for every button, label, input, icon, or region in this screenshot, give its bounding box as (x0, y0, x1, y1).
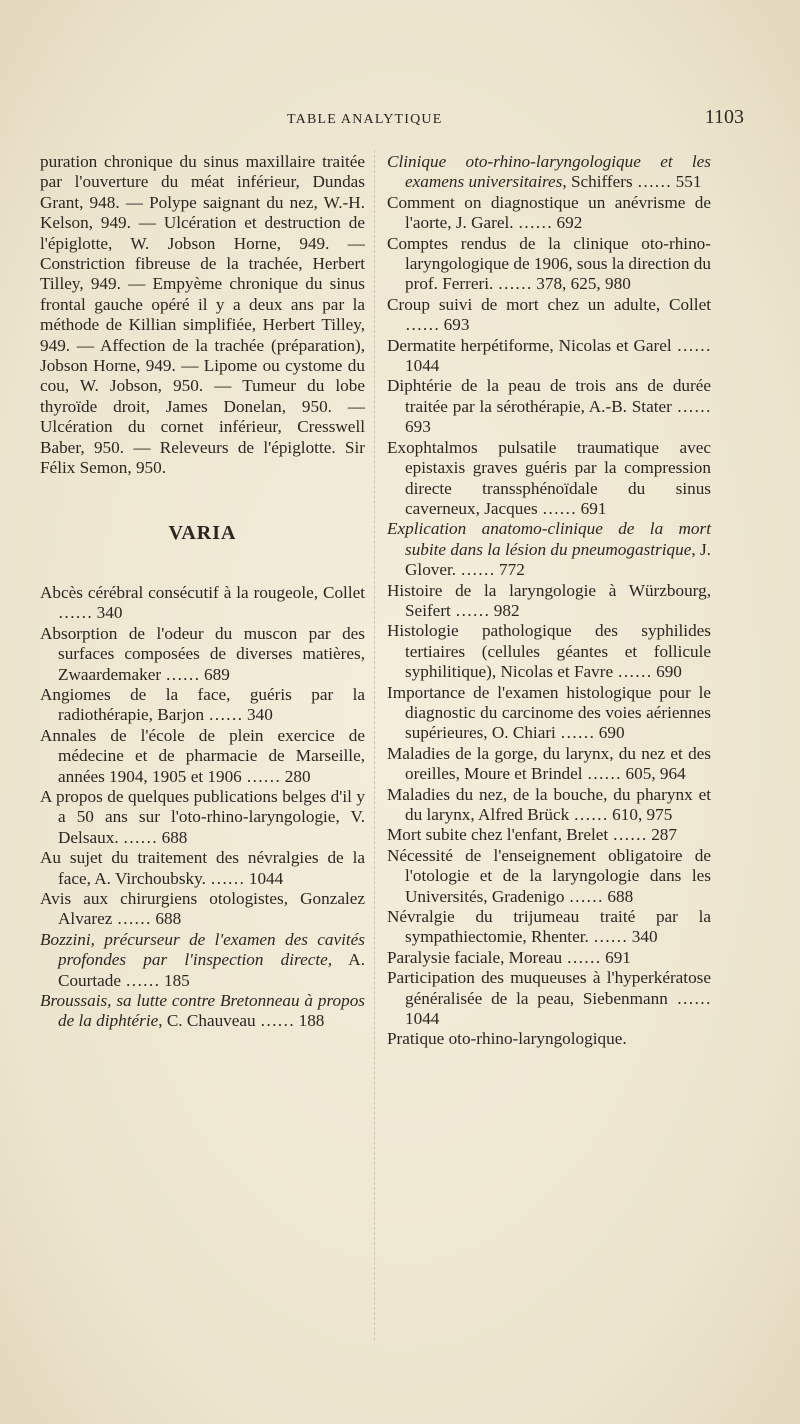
entry-title-italic: Broussais, sa lutte contre Bretonneau à propos de la diphtérie (40, 991, 365, 1031)
entry-text: Comment on diagnostique un anévrisme de l'aorte, J. Garel. (387, 192, 711, 233)
page-header (40, 106, 760, 136)
entry-text: Maladies du nez, de la bouche, du pharynx et du larynx, Alfred Brück (387, 784, 711, 824)
index-entry: Diphtérie de la peau de trois ans de durée traitée par la sérothérapie, A.-B. Stater …… 693 (387, 376, 712, 437)
entry-text: Angiomes de la face, guéris par la radiothérapie, Barjon (40, 684, 365, 725)
entry-pages: 551 (675, 172, 702, 192)
entry-text: Histoire de la laryngologie à Würzbourg, Seifert (387, 580, 711, 620)
entry-pages: 1044 (248, 868, 284, 888)
entry-title-italic: Bozzini, précurseur de l'examen des cavités profondes par l'inspection directe (40, 929, 365, 970)
entry-text: , J. Glover. (405, 539, 711, 580)
index-entry: Annales de l'école de plein exercice de médecine et de pharmacie de Marseille, années 1904, 1905 et 1906 …… 280 (40, 725, 365, 786)
entry-text: Comptes rendus de la clinique oto-rhino-laryngologique de 1906, sous la direction du prof. Ferreri. (387, 233, 711, 294)
entry-pages: 691 (580, 498, 607, 518)
entry-pages: 688 (607, 886, 634, 906)
entry-pages: 340 (631, 927, 658, 947)
entry-pages: 691 (605, 947, 631, 967)
index-entry: Paralysie faciale, Moreau …… 691 (387, 947, 631, 967)
entry-text: Nécessité de l'enseignement obligatoire de l'otologie et de la laryngologie dans les Universités, Gradenigo (387, 845, 711, 906)
continuation-paragraph: puration chronique du sinus maxillaire traitée par l'ouverture du méat inférieur, Dundas Grant, 948. — Polype saignant du nez, W.-H. Kelson, 949. — Ulcération et destruction de l'épiglotte, W. Jobson Horne, 949. — Constriction fibreuse de la trachée, Herbert Tilley, 949. — Empyème chronique du sinus frontal gauche opéré il y a deux ans par la méthode de Killian simplifiée, Herbert Tilley, 949. — Affection de la trachée (préparation), Jobson Horne, 949. — Lipome ou cystome du cou, W. Jobson, 950. — Tumeur du lobe thyroïde droit, James Donelan, 950. — Ulcération du cornet inférieur, Cresswell Baber, 950. — Releveurs de l'épiglotte. Sir Félix Semon, 950. (40, 152, 365, 478)
entry-pages: 605, 964 (625, 764, 686, 784)
entry-text: Au sujet du traitement des névralgies de la face, A. Virchoubsky. (40, 848, 365, 888)
entry-pages: 287 (651, 825, 677, 845)
index-entry: Angiomes de la face, guéris par la radiothérapie, Barjon …… 340 (40, 684, 365, 725)
entry-pages: 378, 625, 980 (536, 274, 631, 294)
index-entry: Au sujet du traitement des névralgies de la face, A. Virchoubsky. …… 1044 (40, 848, 365, 888)
entry-pages: 690 (656, 662, 682, 682)
entry-title-italic: Explication anatomo-clinique de la mort subite dans la lésion du pneumogastrique (387, 519, 711, 559)
entry-text: Mort subite chez l'enfant, Brelet (387, 825, 609, 845)
column-divider (374, 150, 375, 1340)
entry-text: , A. Courtade (58, 950, 365, 990)
entry-pages: 1044 (405, 356, 440, 376)
section-title: VARIA (168, 521, 237, 544)
right-entries (387, 152, 711, 1050)
entry-pages: 690 (598, 723, 625, 743)
left-column (40, 152, 365, 1032)
index-entry: Histoire de la laryngologie à Würzbourg, Seifert …… 982 (387, 580, 711, 620)
running-title: TABLE ANALYTIQUE (287, 112, 443, 127)
entry-text: Dermatite herpétiforme, Nicolas et Garel (387, 335, 672, 355)
entry-pages: 1044 (405, 1009, 440, 1029)
entry-text: Participation des muqueuses à l'hyperkératose généralisée de la peau, Siebenmann (387, 968, 711, 1008)
entry-pages: 693 (405, 417, 431, 437)
index-entry: Participation des muqueuses à l'hyperkératose généralisée de la peau, Siebenmann …… 1044 (387, 968, 711, 1029)
entry-pages: 188 (298, 1011, 325, 1031)
index-entry: Maladies du nez, de la bouche, du pharynx et du larynx, Alfred Brück …… 610, 975 (387, 784, 711, 824)
index-entry: Abcès cérébral consécutif à la rougeole, Collet …… 340 (40, 582, 365, 623)
entry-pages: 982 (493, 600, 520, 620)
index-entry: Broussais, sa lutte contre Bretonneau à propos de la diphtérie, C. Chauveau …… 188 (40, 991, 365, 1031)
entry-text: , Schiffers (562, 172, 633, 192)
entry-text: Annales de l'école de plein exercice de médecine et de pharmacie de Marseille, années 1904, 1905 et 1906 (40, 725, 365, 786)
index-entry: Importance de l'examen histologique pour le diagnostic du carcinome des voies aériennes supérieures, O. Chiari …… 690 (387, 682, 711, 743)
entry-text: Maladies de la gorge, du larynx, du nez et des oreilles, Moure et Brindel (387, 743, 711, 784)
right-column (387, 152, 711, 1050)
entry-text: Pratique oto-rhino-laryngologique. (387, 1029, 627, 1049)
entry-text: Exophtalmos pulsatile traumatique avec epistaxis graves guéris par la compression directe transsphénoïdale du sinus caverneux, Jacques (387, 437, 711, 518)
entry-title-italic: Clinique oto-rhino-laryngologique et les examens universitaires (387, 152, 711, 192)
entry-text: Avis aux chirurgiens otologistes, Gonzalez Alvarez (40, 889, 365, 929)
entry-pages: 610, 975 (612, 805, 673, 824)
entry-pages: 688 (161, 827, 188, 847)
index-entry: Absorption de l'odeur du muscon par des surfaces composées de diverses matières, Zwaardemaker …… 689 (40, 623, 365, 684)
entry-pages: 693 (443, 315, 470, 335)
index-entry: Maladies de la gorge, du larynx, du nez et des oreilles, Moure et Brindel …… 605, 964 (387, 743, 711, 784)
index-entry: Dermatite herpétiforme, Nicolas et Garel …… 1044 (387, 335, 711, 376)
index-entry: Comptes rendus de la clinique oto-rhino-laryngologique de 1906, sous la direction du prof. Ferreri. …… 378, 625, 980 (387, 233, 711, 294)
page-number: 1103 (704, 106, 744, 128)
index-entry: Clinique oto-rhino-laryngologique et les examens universitaires, Schiffers …… 551 (387, 152, 711, 192)
entry-text: Diphtérie de la peau de trois ans de durée traitée par la sérothérapie, A.-B. Stater (387, 376, 711, 416)
entry-text: Paralysie faciale, Moreau (387, 947, 563, 967)
entry-pages: 340 (247, 705, 273, 725)
index-entry: Exophtalmos pulsatile traumatique avec epistaxis graves guéris par la compression directe transsphénoïdale du sinus caverneux, Jacques …… 691 (387, 437, 711, 518)
index-entry: Comment on diagnostique un anévrisme de l'aorte, J. Garel. …… 692 (387, 192, 711, 233)
index-entry (387, 1029, 711, 1049)
entry-text: , C. Chauveau (158, 1011, 256, 1031)
entry-pages: 689 (204, 664, 230, 684)
index-entry: A propos de quelques publications belges d'il y a 50 ans sur l'oto-rhino-laryngologie, V. Delsaux. …… 688 (40, 786, 365, 847)
entry-text: Névralgie du trijumeau traité par la sympathiectomie, Rhenter. (387, 907, 711, 947)
index-entry: Avis aux chirurgiens otologistes, Gonzalez Alvarez …… 688 (40, 889, 365, 929)
entry-text: Croup suivi de mort chez un adulte, Collet (387, 294, 711, 314)
index-entry: Nécessité de l'enseignement obligatoire de l'otologie et de la laryngologie dans les Universités, Gradenigo …… 688 (387, 845, 711, 906)
entry-text: Absorption de l'odeur du muscon par des surfaces composées de diverses matières, Zwaardemaker (40, 623, 365, 684)
entry-text: Abcès cérébral consécutif à la rougeole, Collet (40, 582, 365, 602)
entry-pages: 340 (96, 603, 123, 623)
left-entries (40, 583, 365, 1032)
index-entry: Bozzini, précurseur de l'examen des cavités profondes par l'inspection directe, A. Courtade …… 185 (40, 929, 365, 990)
entry-pages: 772 (499, 560, 525, 580)
entry-pages: 185 (163, 970, 190, 990)
index-entry: Mort subite chez l'enfant, Brelet …… 287 (387, 825, 677, 845)
entry-text: Histologie pathologique des syphilides tertiaires (cellules géantes et follicule syphilitique), Nicolas et Favre (387, 621, 711, 682)
index-entry: Explication anatomo-clinique de la mort subite dans la lésion du pneumogastrique, J. Glover. …… 772 (387, 519, 711, 580)
entry-text: A propos de quelques publications belges d'il y a 50 ans sur l'oto-rhino-laryngologie, V. Delsaux. (40, 786, 365, 847)
entry-text: Importance de l'examen histologique pour le diagnostic du carcinome des voies aériennes supérieures, O. Chiari (387, 682, 711, 743)
entry-pages: 688 (155, 909, 182, 929)
index-entry: Histologie pathologique des syphilides tertiaires (cellules géantes et follicule syphilitique), Nicolas et Favre …… 690 (387, 621, 711, 682)
entry-pages: 692 (556, 213, 583, 233)
entry-pages: 280 (284, 766, 311, 786)
index-entry: Croup suivi de mort chez un adulte, Collet …… 693 (387, 294, 711, 335)
index-entry: Névralgie du trijumeau traité par la sympathiectomie, Rhenter. …… 340 (387, 907, 711, 947)
